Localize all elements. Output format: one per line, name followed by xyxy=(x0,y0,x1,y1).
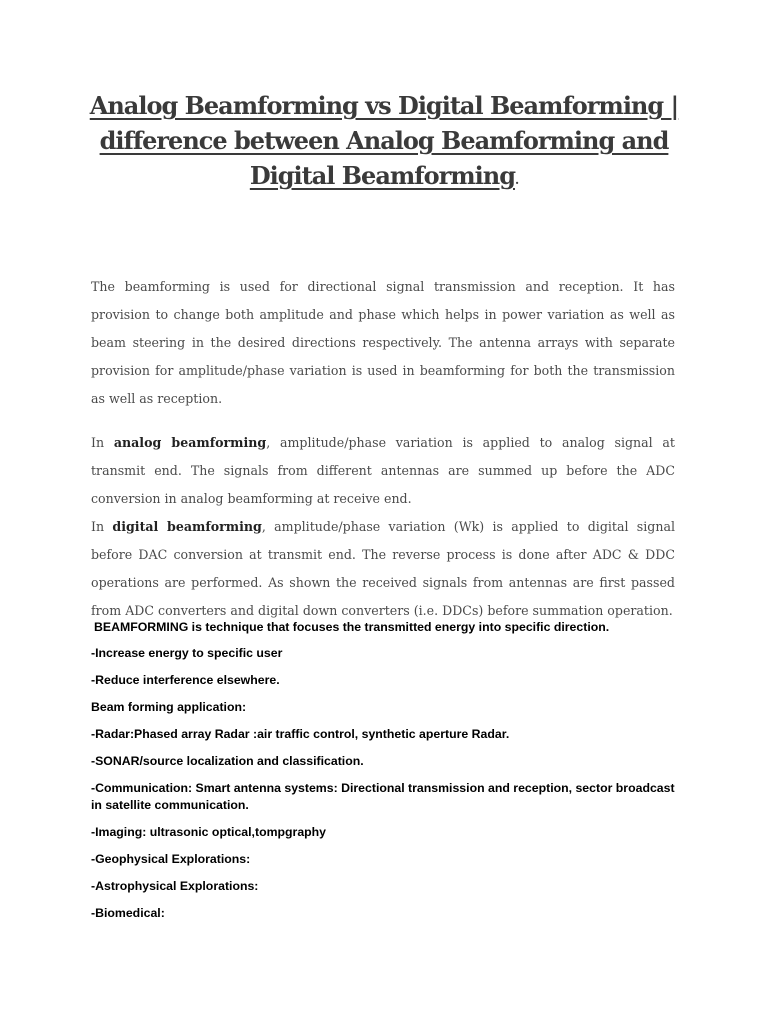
list-item: Beam forming application: xyxy=(91,700,247,714)
list-item: -Radar:Phased array Radar :air traffic control, synthetic aperture Radar. xyxy=(91,727,510,741)
digital-paragraph xyxy=(91,513,675,625)
beamforming-notes-list xyxy=(91,619,681,932)
list-item: -Communication: Smart antenna systems: Directional transmission and reception, sector broadcast in satellite communication. xyxy=(91,781,675,812)
list-item: -Imaging: ultrasonic optical,tompgraphy xyxy=(91,825,327,839)
page-title-trailing-mark: . xyxy=(514,173,519,187)
digital-rest: , amplitude/phase variation (Wk) is applied to digital signal before DAC conversion at transmit end. The reverse process is done after ADC & DDC operations are performed. As shown the received signals from antennas are first passed from ADC converters and digital down converters (i.e. DDCs) before summation operation. xyxy=(91,519,676,618)
list-item: -Geophysical Explorations: xyxy=(91,852,251,866)
list-item: -Increase energy to specific user xyxy=(91,646,283,660)
digital-lead: In xyxy=(91,519,113,534)
list-item: -SONAR/source localization and classification. xyxy=(91,754,364,768)
digital-term: digital beamforming xyxy=(112,519,262,534)
page-title xyxy=(70,88,698,198)
list-item: -Astrophysical Explorations: xyxy=(91,879,259,893)
analog-term: analog beamforming xyxy=(113,435,267,450)
list-item: -Biomedical: xyxy=(91,906,165,920)
analog-rest: , amplitude/phase variation is applied to analog signal at transmit end. The signals from different antennas are summed up before the ADC conversion in analog beamforming at receive end. xyxy=(91,435,675,506)
intro-paragraph: The beamforming is used for directional signal transmission and reception. It has provision to change both amplitude and phase which helps in power variation as well as beam steering in the desired directions respectively. The antenna arrays with separate provision for amplitude/phase variation is used in beamforming for both the transmission as well as reception. xyxy=(91,279,675,406)
list-item: -Reduce interference elsewhere. xyxy=(91,673,280,687)
analog-paragraph xyxy=(91,429,675,513)
list-item: BEAMFORMING is technique that focuses the transmitted energy into specific direction. xyxy=(94,620,610,634)
analog-lead: In xyxy=(91,435,114,450)
page-title-text: Analog Beamforming vs Digital Beamforming | difference between Analog Beamforming and Digital Beamforming xyxy=(89,91,679,190)
